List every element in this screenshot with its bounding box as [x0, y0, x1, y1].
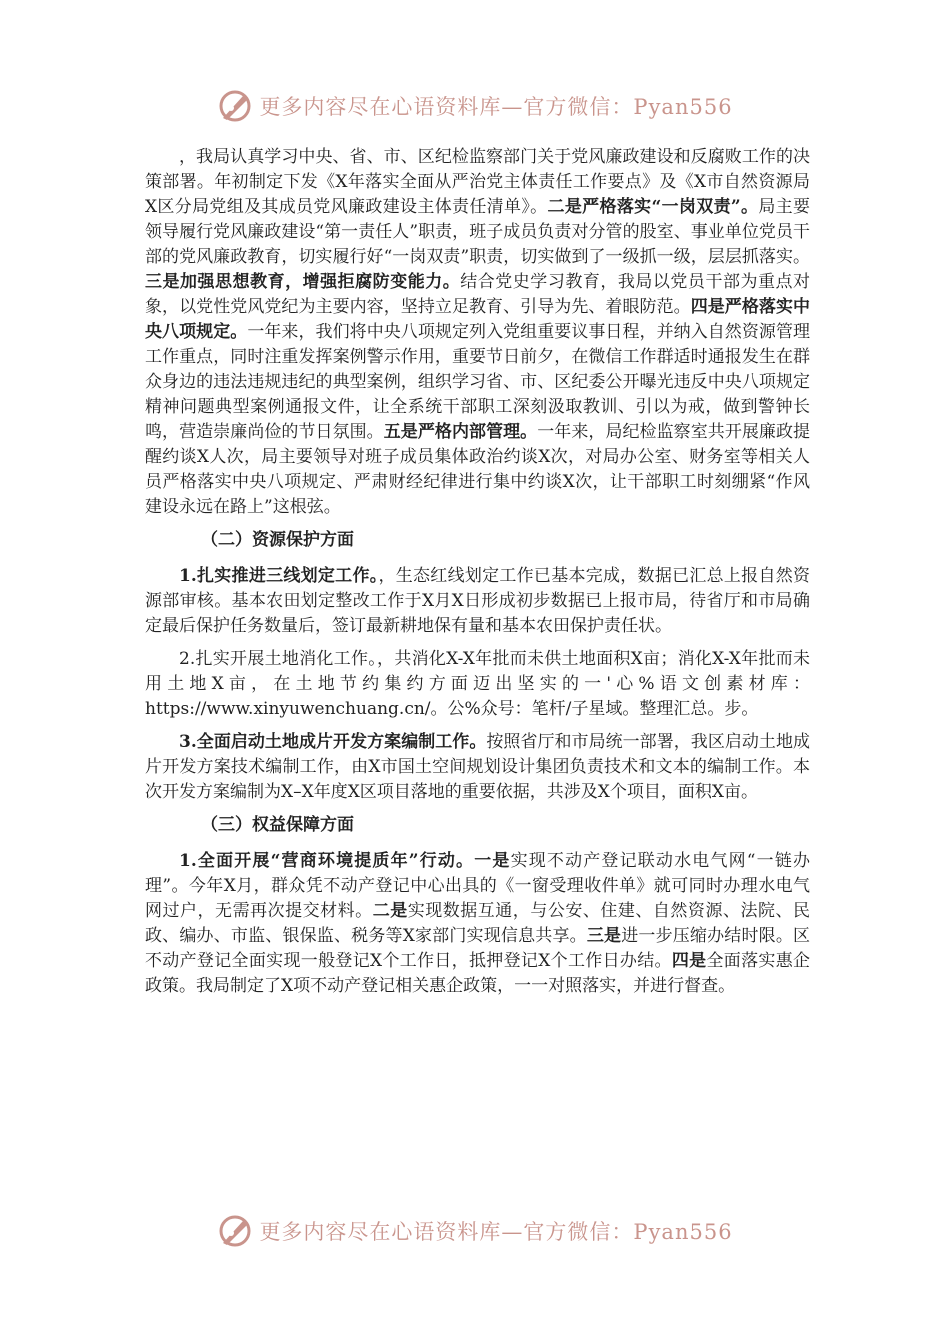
footer-banner [0, 1209, 950, 1253]
banner-text: 更多内容尽在心语资料库—官方微信：Pyan556 [259, 95, 733, 119]
header-banner [0, 84, 950, 128]
paragraph-business-environment: 1.全面开展“营商环境提质年”行动。一是实现不动产登记联动水电气网“一链办理”。今年X月，群众凭不动产登记中心出具的《一窗受理收件单》就可同时办理水电气网过户，无需再次提交材料。二是实现数据互通，与公安、住建、自然资源、法院、民政、编办、市监、银保监、税务等X家部门实现信息共享。三是进一步压缩办结时限。区不动产登记全面实现一般登记X个工作日，抵押登记X个工作日办结。四是全面落实惠企政策。我局制定了X项不动产登记相关惠企政策，一一对照落实，并进行督查。 [145, 851, 811, 996]
paragraph-discipline: ，我局认真学习中央、省、市、区纪检监察部门关于党风廉政建设和反腐败工作的决策部署。年初制定下发《X年落实全面从严治党主体责任工作要点》及《X市自然资源局X区分局党组及其成员党风廉政建设主体责任清单》。二是严格落实“一岗双责”。局主要领导履行党风廉政建设“第一责任人”职责，班子成员负责对分管的股室、事业单位党员干部的党风廉政教育，切实履行好“一岗双责”职责，切实做到了一级抓一级，层层抓落实。三是加强思想教育，增强拒腐防变能力。结合党史学习教育，我局以党员干部为重点对象，以党性党风党纪为主要内容，坚持立足教育、引导为先、着眼防范。四是严格落实中央八项规定。一年来，我们将中央八项规定列入党组重要议事日程，并纳入自然资源管理工作重点，同时注重发挥案例警示作用，重要节日前夕，在微信工作群适时通报发生在群众身边的违法违规违纪的典型案例，组织学习省、市、区纪委公开曝光违反中央八项规定精神问题典型案例通报文件，让全系统干部职工深刻汲取教训、引以为戒，做到警钟长鸣，营造崇廉尚俭的节日氛围。五是严格内部管理。一年来，局纪检监察室共开展廉政提醒约谈X人次，局主要领导对班子成员集体政治约谈X次，对局办公室、财务室等相关人员严格落实中央八项规定、严肃财经纪律进行集中约谈X次，让干部职工时刻绷紧“作风建设永远在路上”这根弦。 [145, 147, 811, 517]
pen-circle-icon [217, 1213, 253, 1249]
paragraph-land-digestion: 2.扎实开展土地消化工作。，共消化X-X年批而未供土地面积X亩；消化X-X年批而未用土地X亩，在土地节约集约方面迈出坚实的一'心%语文创素材库：https://www.xinyuwenchuang.cn/。公%众号：笔杆/子星域。整理汇总。步。 [145, 649, 810, 719]
pen-circle-icon [217, 88, 253, 124]
banner-text: 更多内容尽在心语资料库—官方微信：Pyan556 [259, 1220, 733, 1244]
section-heading-rights-protection: （三）权益保障方面 [201, 815, 354, 835]
paragraph-three-lines: 1.扎实推进三线划定工作。，生态红线划定工作已基本完成，数据已汇总上报自然资源部审核。基本农田划定整改工作于X月X日形成初步数据已上报市局，待省厅和市局确定最后保护任务数量后，签订最新耕地保有量和基本农田保护责任状。 [145, 566, 810, 636]
document-body [145, 145, 810, 1007]
paragraph-land-development: 3.全面启动土地成片开发方案编制工作。按照省厅和市局统一部署，我区启动土地成片开发方案技术编制工作，由X市国土空间规划设计集团负责技术和文本的编制工作。本次开发方案编制为X–X年度X区项目落地的重要依据，共涉及X个项目，面积X亩。 [145, 732, 810, 802]
section-heading-resource-protection: （二）资源保护方面 [201, 530, 354, 550]
